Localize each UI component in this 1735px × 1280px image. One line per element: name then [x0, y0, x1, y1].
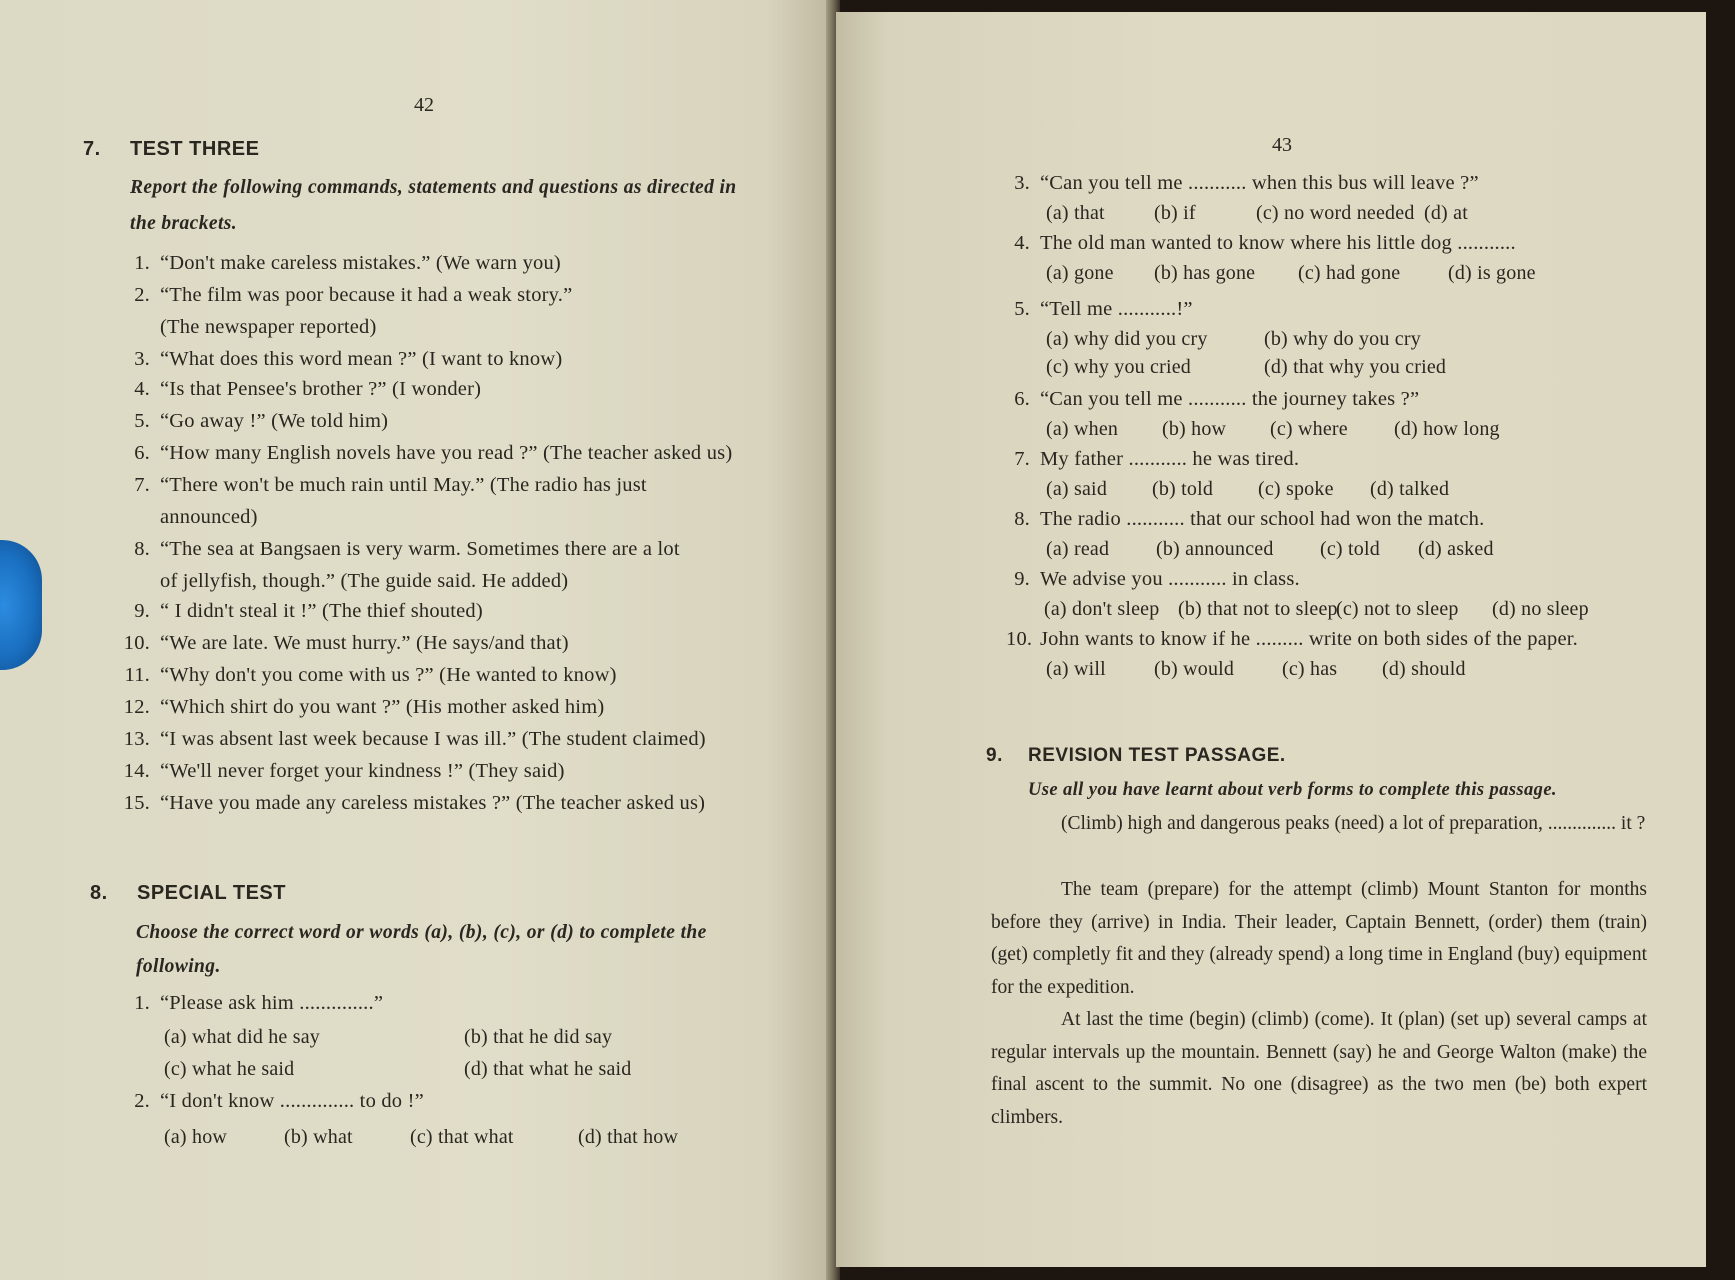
passage-text: At last the time (begin) (climb) (come). It (plan) (set up) several camps at regular intervals up the mountain. Bennett (say) he and George Walton (make) the final ascent to the summit. No one (disagree) as the two men (be) both expert climbers.	[991, 1009, 1647, 1128]
item-number: 8.	[1014, 508, 1030, 530]
item-stem: “Can you tell me ........... the journey takes ?”	[1040, 388, 1420, 410]
answer-option: (d) talked	[1370, 478, 1450, 500]
section-number: 9.	[986, 745, 1003, 766]
item-text: announced)	[160, 506, 258, 528]
list-item	[122, 756, 762, 788]
answer-option: (a) said	[1046, 478, 1108, 500]
answer-option: (d) is gone	[1448, 262, 1536, 284]
answer-option: (b) why do you cry	[1264, 328, 1421, 350]
item-text: (The newspaper reported)	[160, 316, 377, 338]
answer-option: (d) that how	[578, 1126, 679, 1148]
item-number: 5.	[1014, 298, 1030, 320]
answer-option: (c) why you cried	[1046, 356, 1192, 378]
item-text: “What does this word mean ?” (I want to know)	[160, 348, 563, 370]
list-item	[122, 692, 762, 724]
item-number: 3.	[1014, 172, 1030, 194]
section-9-heading	[986, 745, 1486, 771]
answer-option: (a) why did you cry	[1046, 328, 1208, 350]
section-title: TEST THREE	[130, 138, 260, 160]
answer-option: (a) that	[1046, 202, 1105, 224]
item-stem: “Tell me ...........!”	[1040, 298, 1193, 320]
question-item	[1006, 444, 1656, 506]
answer-option: (b) announced	[1156, 538, 1274, 560]
item-text: “We'll never forget your kindness !” (They said)	[160, 760, 565, 782]
left-page	[0, 0, 832, 1280]
item-number: 2.	[134, 1090, 150, 1112]
item-number: 1.	[134, 992, 150, 1014]
question-item	[1006, 294, 1656, 384]
item-text: “Go away !” (We told him)	[160, 410, 389, 432]
section-8-instructions: Choose the correct word or words (a), (b), (c), or (d) to complete the following.	[136, 922, 707, 977]
item-number: 11.	[124, 664, 150, 686]
answer-option: (a) read	[1046, 538, 1110, 560]
answer-option: (c) told	[1320, 538, 1380, 560]
list-item	[122, 280, 762, 344]
list-item	[122, 628, 762, 660]
answer-option: (d) asked	[1418, 538, 1494, 560]
answer-option: (c) what he said	[164, 1058, 295, 1080]
item-number: 9.	[134, 600, 150, 622]
item-number: 4.	[134, 378, 150, 400]
section-7-instructions: Report the following commands, statements and questions as directed in the brackets.	[130, 177, 737, 234]
answer-option: (c) not to sleep	[1336, 598, 1459, 620]
list-item	[122, 534, 762, 598]
answer-option: (a) how	[164, 1126, 228, 1148]
right-page	[836, 12, 1706, 1267]
answer-option: (a) don't sleep	[1044, 598, 1160, 620]
list-item	[122, 438, 762, 470]
question-item	[1006, 168, 1656, 230]
item-text: “Have you made any careless mistakes ?” (The teacher asked us)	[160, 792, 706, 814]
list-item	[122, 470, 762, 534]
list-item	[122, 660, 762, 692]
item-number: 10.	[123, 632, 150, 654]
list-item	[122, 344, 762, 376]
answer-option: (a) gone	[1046, 262, 1114, 284]
question-item	[1006, 624, 1656, 686]
item-stem: The radio ........... that our school had won the match.	[1040, 508, 1485, 530]
item-number: 3.	[134, 348, 150, 370]
answer-option: (c) had gone	[1298, 262, 1401, 284]
item-text: “ I didn't steal it !” (The thief shouted)	[160, 600, 483, 622]
page-number-left: 42	[414, 94, 434, 116]
blue-tab-marker	[0, 540, 42, 670]
item-text: “Is that Pensee's brother ?” (I wonder)	[160, 378, 482, 400]
item-number: 15.	[123, 792, 150, 814]
item-number: 10.	[1006, 628, 1033, 650]
item-stem: The old man wanted to know where his little dog ...........	[1040, 232, 1516, 254]
item-text: “The sea at Bangsaen is very warm. Sometimes there are a lot	[160, 538, 680, 560]
item-text: “How many English novels have you read ?” (The teacher asked us)	[160, 442, 733, 464]
item-number: 8.	[134, 538, 150, 560]
passage-text: (Climb) high and dangerous peaks (need) a lot of preparation, .............. it ?	[1061, 813, 1646, 834]
item-number: 2.	[134, 284, 150, 306]
passage-text: The team (prepare) for the attempt (climb) Mount Stanton for months before they (arrive) in India. Their leader, Captain Bennett, (order) them (train) (get) completly fit and they (already spend) a long time in England (buy) equipment for the expedition.	[991, 879, 1647, 998]
answer-option: (d) how long	[1394, 418, 1500, 440]
answer-option: (d) no sleep	[1492, 598, 1589, 620]
answer-option: (c) spoke	[1258, 478, 1334, 500]
item-text: “Don't make careless mistakes.” (We warn you)	[160, 252, 561, 274]
passage-paragraph	[991, 1004, 1647, 1134]
answer-option: (c) has	[1282, 658, 1338, 680]
item-number: 14.	[123, 760, 150, 782]
question-item	[1006, 228, 1656, 290]
answer-option: (c) no word needed	[1256, 202, 1415, 224]
answer-option: (b) that he did say	[464, 1026, 613, 1048]
item-stem: “Can you tell me ........... when this bus will leave ?”	[1040, 172, 1479, 194]
item-stem: “I don't know .............. to do !”	[160, 1090, 424, 1112]
answer-option: (b) would	[1154, 658, 1235, 680]
item-number: 7.	[134, 474, 150, 496]
item-text: “We are late. We must hurry.” (He says/and that)	[160, 632, 569, 654]
item-number: 12.	[123, 696, 150, 718]
answer-option: (a) when	[1046, 418, 1119, 440]
section-8-heading	[90, 882, 590, 910]
item-number: 6.	[1014, 388, 1030, 410]
section-number: 8.	[90, 882, 108, 904]
item-text: “I was absent last week because I was ill.” (The student claimed)	[160, 728, 706, 750]
answer-option: (a) will	[1046, 658, 1106, 680]
item-stem: John wants to know if he ......... write on both sides of the paper.	[1040, 628, 1578, 650]
answer-option: (d) should	[1382, 658, 1466, 680]
item-text: “Which shirt do you want ?” (His mother asked him)	[160, 696, 605, 718]
item-text: “Why don't you come with us ?” (He wanted to know)	[160, 664, 617, 686]
answer-option: (b) how	[1162, 418, 1227, 440]
list-item	[122, 788, 762, 820]
answer-option: (a) what did he say	[164, 1026, 320, 1048]
answer-option: (b) that not to sleep	[1178, 598, 1338, 620]
question-item	[1006, 384, 1656, 446]
item-number: 13.	[123, 728, 150, 750]
item-text: of jellyfish, though.” (The guide said. He added)	[160, 570, 569, 592]
section-title: SPECIAL TEST	[137, 882, 286, 904]
item-stem: My father ........... he was tired.	[1040, 448, 1300, 470]
answer-option: (b) has gone	[1154, 262, 1256, 284]
list-item	[122, 406, 762, 438]
answer-option: (c) that what	[410, 1126, 514, 1148]
passage-paragraph	[991, 808, 1647, 841]
item-number: 9.	[1014, 568, 1030, 590]
item-number: 1.	[134, 252, 150, 274]
list-item	[122, 374, 762, 406]
answer-option: (b) what	[284, 1126, 353, 1148]
answer-option: (b) if	[1154, 202, 1196, 224]
answer-option: (b) told	[1152, 478, 1214, 500]
list-item	[122, 724, 762, 756]
answer-option: (c) where	[1270, 418, 1348, 440]
item-number: 6.	[134, 442, 150, 464]
passage-paragraph	[991, 874, 1647, 1004]
list-item	[122, 596, 762, 628]
item-number: 7.	[1014, 448, 1030, 470]
question-item	[1006, 564, 1656, 626]
section-9-instructions: Use all you have learnt about verb forms to complete this passage.	[1028, 780, 1557, 800]
item-stem: We advise you ........... in class.	[1040, 568, 1300, 590]
item-number: 4.	[1014, 232, 1030, 254]
section-7-heading	[83, 138, 583, 166]
item-text: “There won't be much rain until May.” (The radio has just	[160, 474, 647, 496]
section-title: REVISION TEST PASSAGE.	[1028, 745, 1286, 766]
item-number: 5.	[134, 410, 150, 432]
answer-option: (d) at	[1424, 202, 1468, 224]
question-item	[1006, 504, 1656, 566]
item-text: “The film was poor because it had a weak story.”	[160, 284, 573, 306]
answer-option: (d) that what he said	[464, 1058, 632, 1080]
item-stem: “Please ask him ..............”	[160, 992, 384, 1014]
list-item	[122, 248, 762, 280]
question-item	[128, 1086, 768, 1156]
answer-option: (d) that why you cried	[1264, 356, 1447, 378]
section-number: 7.	[83, 138, 101, 160]
page-number-right: 43	[1272, 134, 1292, 156]
